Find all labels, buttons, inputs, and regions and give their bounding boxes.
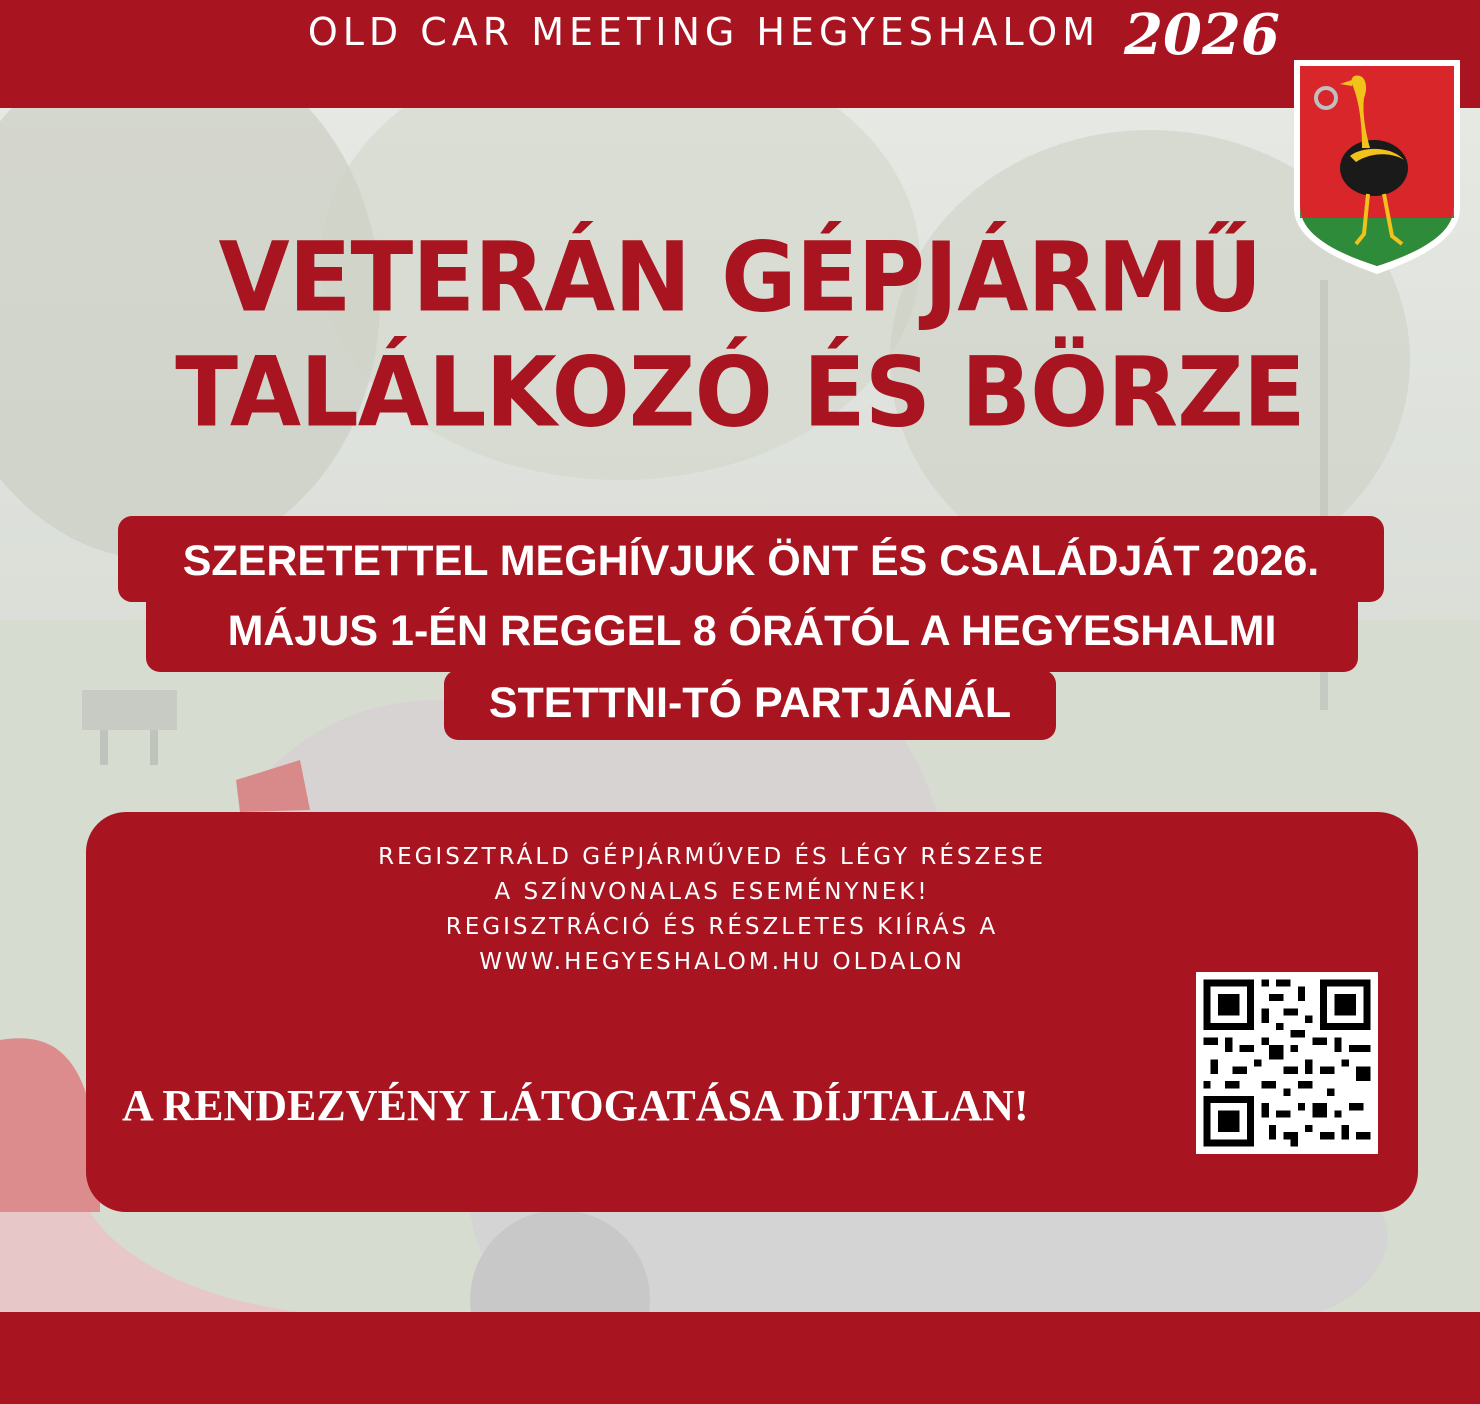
qr-code-icon[interactable] [1196,972,1378,1154]
invitation-line-3: STETTNI-TÓ PARTJÁNÁL [444,670,1056,740]
registration-line-3: REGISZTRÁCIÓ ÉS RÉSZLETES KIÍRÁS A [445,914,999,940]
invitation-line-1: SZERETETTEL MEGHÍVJUK ÖNT ÉS CSALÁDJÁT 2026. [118,516,1384,602]
registration-url-line[interactable]: WWW.HEGYESHALOM.HU OLDALON [479,949,965,975]
registration-text [86,840,1418,980]
bottom-banner [0,1312,1480,1404]
event-year: 2026 [1124,2,1280,68]
event-title-english: OLD CAR MEETING HEGYESHALOM [307,10,1100,54]
headline-line-2: TALÁLKOZÓ ÉS BÖRZE [175,336,1305,449]
registration-info-box [86,812,1418,1212]
registration-line-2: A SZÍNVONALAS ESEMÉNYNEK! [494,879,930,905]
headline-line-1: VETERÁN GÉPJÁRMŰ [218,221,1262,334]
free-entry-notice: A RENDEZVÉNY LÁTOGATÁSA DÍJTALAN! [122,1081,1029,1130]
registration-line-1: REGISZTRÁLD GÉPJÁRMŰVED ÉS LÉGY RÉSZESE [378,844,1046,870]
invitation-line-2: MÁJUS 1-ÉN REGGEL 8 ÓRÁTÓL A HEGYESHALMI [146,590,1358,672]
top-banner [0,0,1480,108]
